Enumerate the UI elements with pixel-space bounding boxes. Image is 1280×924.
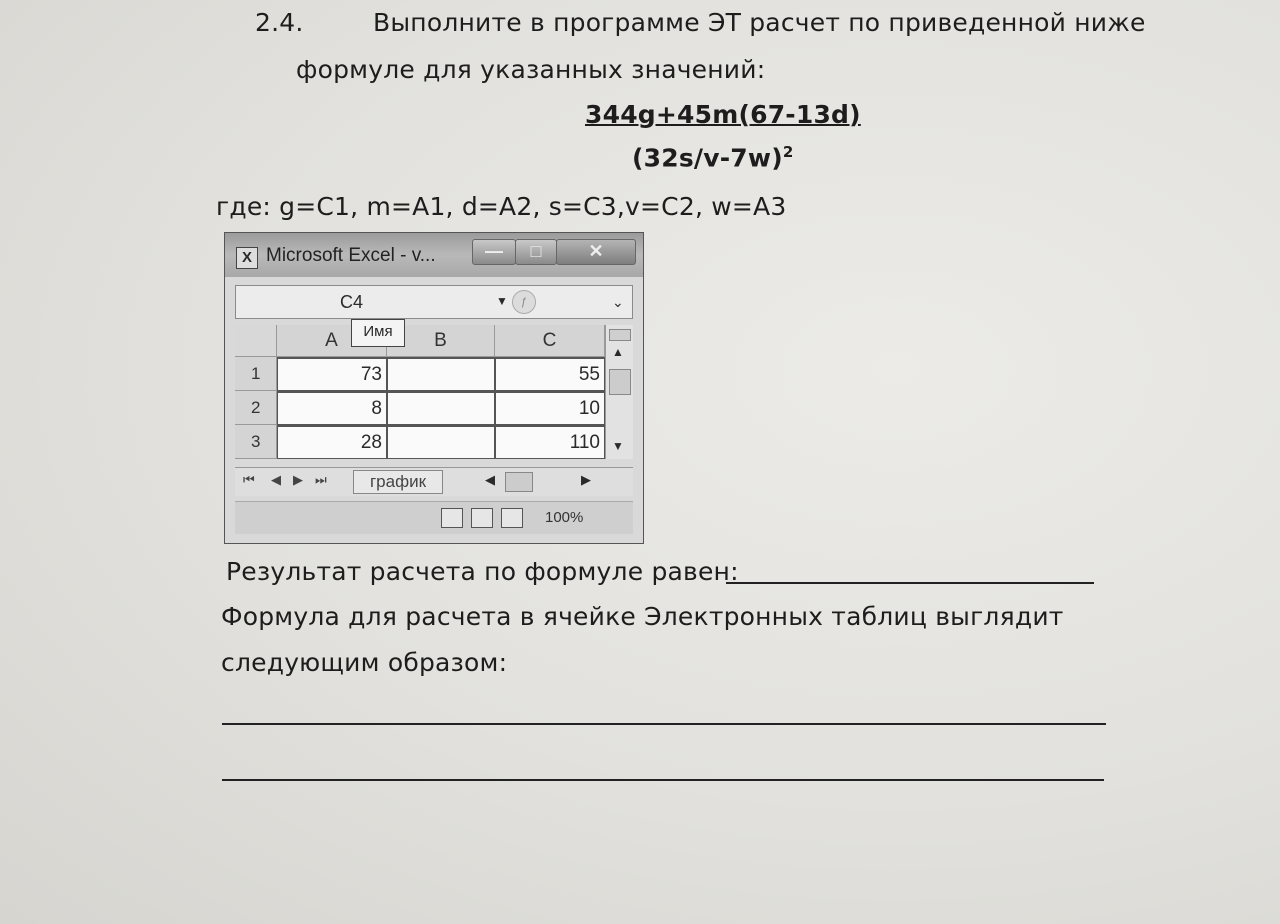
formula-exponent: 2 [782,143,794,161]
cell-b3[interactable] [387,425,495,459]
last-sheet-icon[interactable]: ⏭ [315,472,327,487]
expand-formula-bar-icon[interactable]: ⌄ [612,294,624,310]
excel-window-screenshot [224,232,644,544]
cell-a3[interactable]: 28 [277,425,387,459]
insert-function-button[interactable] [512,290,536,314]
excel-app-icon: X [236,247,258,269]
formula-answer-line-2[interactable] [222,779,1104,781]
column-header-a[interactable]: A [277,325,387,357]
result-answer-line[interactable] [726,582,1094,584]
row-header-3[interactable]: 3 [235,425,277,459]
cell-a2[interactable]: 8 [277,391,387,425]
formula-prompt-line-1: Формула для расчета в ячейке Электронных таблиц выглядит [221,602,1064,631]
window-title: Microsoft Excel - v... [266,245,436,266]
task-number: 2.4. [255,8,304,37]
function-icon: ƒ [520,296,528,308]
close-icon: ✕ [588,241,604,261]
cell-c1[interactable]: 55 [495,357,605,391]
scroll-thumb[interactable] [609,369,631,395]
name-box-tooltip: Имя [351,319,405,347]
result-label: Результат расчета по формуле равен: [226,557,739,586]
variable-mapping: где: g=C1, m=A1, d=A2, s=C3,v=C2, w=A3 [216,192,787,221]
cell-c2[interactable]: 10 [495,391,605,425]
normal-view-icon[interactable] [441,508,463,528]
cell-b2[interactable] [387,391,495,425]
formula-denominator [632,143,793,172]
next-sheet-icon[interactable]: ▶ [293,472,303,487]
page-layout-view-icon[interactable] [471,508,493,528]
formula-answer-line-1[interactable] [222,723,1106,725]
zoom-level[interactable]: 100% [545,509,584,526]
formula-denominator-base: (32s/v-7w) [632,143,783,173]
cell-a1[interactable]: 73 [277,357,387,391]
split-handle[interactable] [609,329,631,341]
scroll-up-icon[interactable]: ▲ [612,345,624,359]
spreadsheet-grid [235,325,605,459]
sheet-tab-bar [235,467,633,496]
cell-b1[interactable] [387,357,495,391]
row-header-2[interactable]: 2 [235,391,277,425]
sheet-tab-grafik[interactable]: график [353,470,443,494]
formula-numerator: 344g+45m(67-13d) [585,100,861,129]
formula-bar [235,285,633,319]
scroll-right-icon[interactable]: ▶ [581,472,591,487]
column-header-b[interactable]: B [387,325,495,357]
horizontal-scroll-thumb[interactable] [505,472,533,492]
chevron-down-icon[interactable]: ▼ [496,294,508,308]
prev-sheet-icon[interactable]: ◀ [271,472,281,487]
instruction-line-1: Выполните в программе ЭТ расчет по приведенной ниже [373,8,1146,37]
name-box[interactable]: C4 [340,292,364,312]
scroll-down-icon[interactable]: ▼ [612,439,624,453]
instruction-line-2: формуле для указанных значений: [296,55,766,84]
title-bar [225,233,643,277]
close-button[interactable] [556,239,636,265]
first-sheet-icon[interactable]: ⏮ [243,472,255,487]
scroll-left-icon[interactable]: ◀ [485,472,495,487]
maximize-icon: □ [530,241,542,261]
formula-prompt-line-2: следующим образом: [221,648,508,677]
cell-c3[interactable]: 110 [495,425,605,459]
select-all-corner[interactable] [235,325,277,357]
status-bar [235,501,633,534]
minimize-button[interactable] [472,239,516,265]
minimize-icon: — [485,241,503,261]
column-header-c[interactable]: C [495,325,605,357]
page-break-view-icon[interactable] [501,508,523,528]
maximize-button[interactable] [515,239,557,265]
vertical-scrollbar[interactable] [605,325,633,459]
row-header-1[interactable]: 1 [235,357,277,391]
